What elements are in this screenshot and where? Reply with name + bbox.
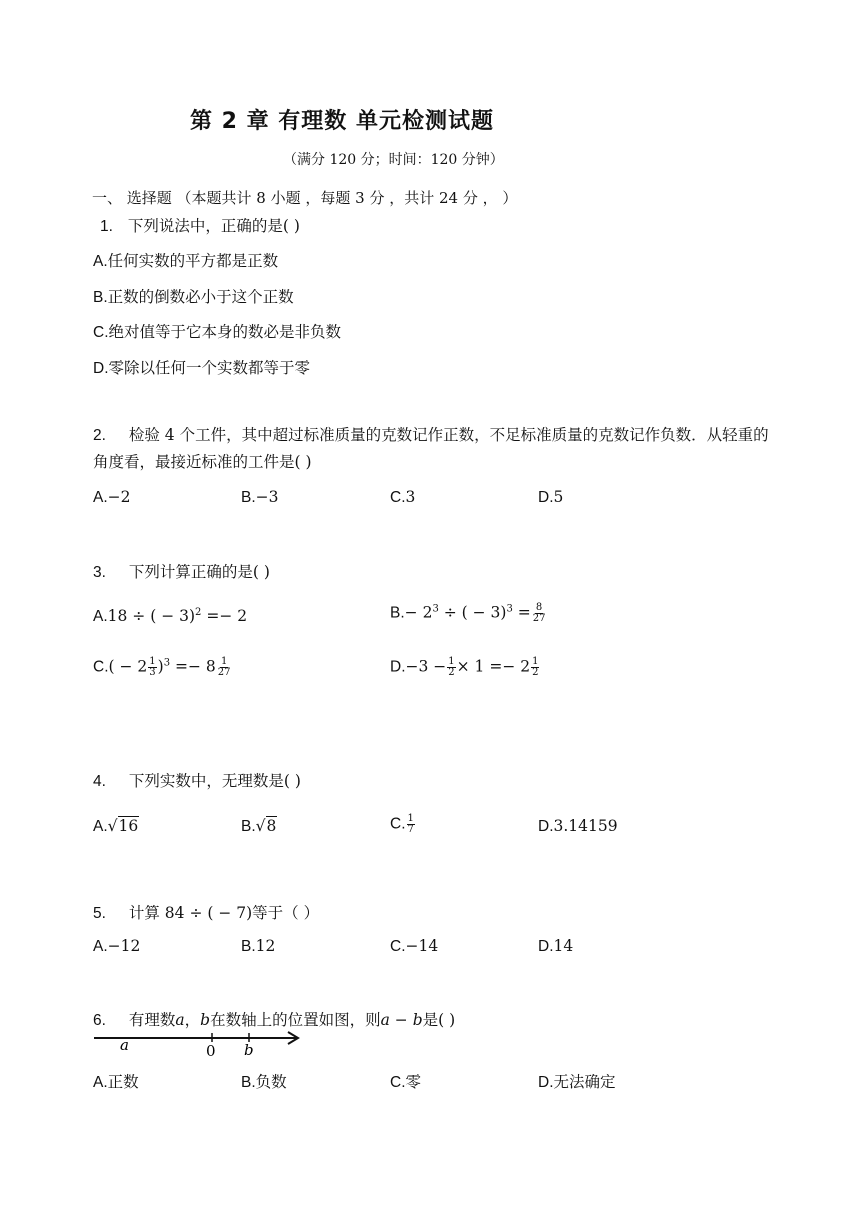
option-label: B. (241, 938, 256, 955)
option-label: D. (93, 360, 109, 377)
question-2-option-b[interactable] (241, 488, 279, 507)
question-number: 2. (93, 427, 106, 444)
option-text: 14 (553, 937, 574, 955)
option-label: D. (390, 658, 406, 676)
option-label: A. (93, 818, 108, 835)
math-expr: − 2 (404, 603, 433, 622)
denominator: 7 (407, 824, 414, 835)
question-5-option-b[interactable] (241, 937, 275, 956)
option-text: 零除以任何一个实数都等于零 (108, 359, 311, 377)
option-text: −2 (107, 488, 131, 506)
question-2-option-a[interactable] (93, 488, 131, 507)
fraction (447, 657, 455, 678)
question-number: 6. (93, 1012, 106, 1029)
math-expr: =− 8 (170, 657, 216, 676)
question-4 (93, 769, 301, 791)
question-4-option-d[interactable] (538, 817, 618, 836)
option-label: C. (93, 658, 109, 676)
option-label: C. (390, 815, 406, 833)
denominator: 3 (149, 667, 156, 678)
option-text: 无法确定 (553, 1073, 616, 1091)
question-5-option-c[interactable] (390, 937, 438, 956)
question-6 (93, 1008, 455, 1030)
question-5-option-d[interactable] (538, 937, 573, 956)
question-text: 下列实数中，无理数是( ) (128, 772, 301, 790)
option-text: 零 (405, 1073, 422, 1091)
option-text: 5 (553, 488, 564, 506)
separator: ， (184, 1011, 201, 1029)
page-subtitle: （满分 120 分；时间：120 分钟） (283, 152, 504, 168)
option-label: D. (538, 489, 554, 506)
question-number: 5. (93, 905, 106, 922)
fraction (148, 657, 156, 678)
math-expr: = (512, 603, 531, 622)
option-label: B. (390, 604, 405, 622)
option-text: −14 (405, 937, 439, 955)
question-6-option-b[interactable] (241, 1070, 287, 1092)
denominator: 2 (532, 667, 539, 678)
math-expr: ÷ ( − 3) (438, 603, 507, 622)
question-text: 计算 84 ÷ ( − 7)等于（ ） (128, 904, 320, 922)
question-number: 1. (100, 218, 113, 235)
question-1 (100, 214, 300, 236)
question-6-option-a[interactable] (93, 1070, 139, 1092)
option-text: 绝对值等于它本身的数必是非负数 (108, 323, 342, 341)
numerator: 8 (535, 602, 543, 613)
variable-b: b (200, 1011, 211, 1029)
question-5 (93, 901, 319, 923)
fraction (532, 603, 547, 624)
denominator: 27 (217, 667, 231, 678)
option-text: 负数 (255, 1073, 287, 1091)
number-line-label-b: b (244, 1041, 254, 1058)
option-text: 12 (255, 937, 276, 955)
option-label: D. (538, 818, 554, 835)
option-label: B. (93, 289, 108, 306)
question-text: 下列说法中，正确的是( ) (127, 217, 300, 235)
option-label: A. (93, 608, 108, 626)
option-text: 正数 (107, 1073, 139, 1091)
question-2 (93, 422, 773, 476)
number-line-label-zero: 0 (206, 1042, 216, 1058)
number-line (92, 1028, 304, 1058)
fraction (407, 814, 415, 835)
square-root: √16 (107, 817, 139, 835)
question-text: 在数轴上的位置如图，则 (210, 1011, 381, 1029)
page-title: 第 2 章 有理数 单元检测试题 (190, 109, 494, 134)
question-1-option-b[interactable] (93, 285, 294, 307)
math-expr: a − b (380, 1011, 423, 1029)
radicand: 16 (118, 817, 139, 835)
option-label: C. (390, 1074, 406, 1091)
option-text: −3 (255, 488, 279, 506)
radicand: 8 (266, 817, 277, 835)
question-2-option-c[interactable] (390, 488, 415, 507)
numerator: 1 (149, 656, 156, 667)
denominator: 27 (532, 613, 546, 624)
option-text: 3.14159 (553, 817, 618, 835)
option-label: A. (93, 489, 108, 506)
question-1-option-d[interactable] (93, 356, 310, 378)
question-6-option-c[interactable] (390, 1070, 421, 1092)
question-4-option-c[interactable] (390, 814, 416, 835)
section-heading: 一、 选择题 （本题共计 8 小题 ，每题 3 分 ，共计 24 分 ， ） (92, 189, 518, 207)
math-expr: 18 ÷ ( − 3) (107, 607, 196, 626)
numerator: 1 (532, 656, 539, 667)
exponent: 3 (163, 657, 171, 669)
square-root: √8 (255, 817, 277, 835)
numerator: 1 (220, 656, 228, 667)
fraction (217, 657, 232, 678)
math-expr: −3 − (405, 657, 447, 676)
fraction (531, 657, 539, 678)
question-3-option-b[interactable] (390, 603, 547, 624)
math-expr: × 1 =− 2 (456, 657, 531, 676)
option-label: C. (93, 324, 109, 341)
math-expr: =− 2 (201, 607, 248, 626)
question-4-option-a[interactable] (93, 817, 139, 836)
option-label: A. (93, 1074, 108, 1091)
exponent: 3 (432, 603, 439, 615)
question-3-option-a[interactable] (93, 607, 247, 626)
question-5-option-a[interactable] (93, 937, 140, 956)
question-1-option-a[interactable] (93, 249, 278, 271)
math-expr: ) (157, 657, 164, 676)
option-label: A. (93, 253, 108, 270)
option-text: 正数的倒数必小于这个正数 (107, 288, 294, 306)
option-label: D. (538, 1074, 554, 1091)
numerator: 1 (407, 813, 414, 824)
exponent: 2 (195, 607, 202, 618)
option-label: B. (241, 1074, 256, 1091)
exponent: 3 (506, 603, 513, 615)
question-text: 有理数 (128, 1011, 176, 1029)
option-label: B. (241, 489, 256, 506)
number-line-label-a: a (120, 1036, 129, 1054)
question-3-option-c[interactable] (93, 657, 233, 678)
variable-a: a (175, 1011, 185, 1029)
numerator: 1 (448, 656, 455, 667)
option-text: −12 (107, 937, 141, 955)
denominator: 2 (448, 667, 455, 678)
question-number: 3. (93, 564, 106, 581)
option-text: 任何实数的平方都是正数 (107, 252, 279, 270)
option-label: D. (538, 938, 554, 955)
question-3-option-d[interactable] (390, 657, 540, 678)
math-expr: ( − 2 (108, 657, 148, 676)
option-label: A. (93, 938, 108, 955)
question-2-option-d[interactable] (538, 488, 563, 507)
option-label: C. (390, 489, 406, 506)
question-text: 下列计算正确的是( ) (128, 563, 270, 581)
option-label: B. (241, 818, 256, 835)
question-number: 4. (93, 773, 106, 790)
question-text: 检验 4 个工件，其中超过标准质量的克数记作正数，不足标准质量的克数记作负数．从轻重的角度看，最接近标准的工件是( ) (93, 426, 769, 471)
question-4-option-b[interactable] (241, 817, 277, 836)
option-label: C. (390, 938, 406, 955)
question-6-option-d[interactable] (538, 1070, 616, 1092)
question-text: 是( ) (422, 1011, 456, 1029)
question-1-option-c[interactable] (93, 320, 341, 342)
question-3 (93, 560, 270, 582)
option-text: 3 (405, 488, 416, 506)
